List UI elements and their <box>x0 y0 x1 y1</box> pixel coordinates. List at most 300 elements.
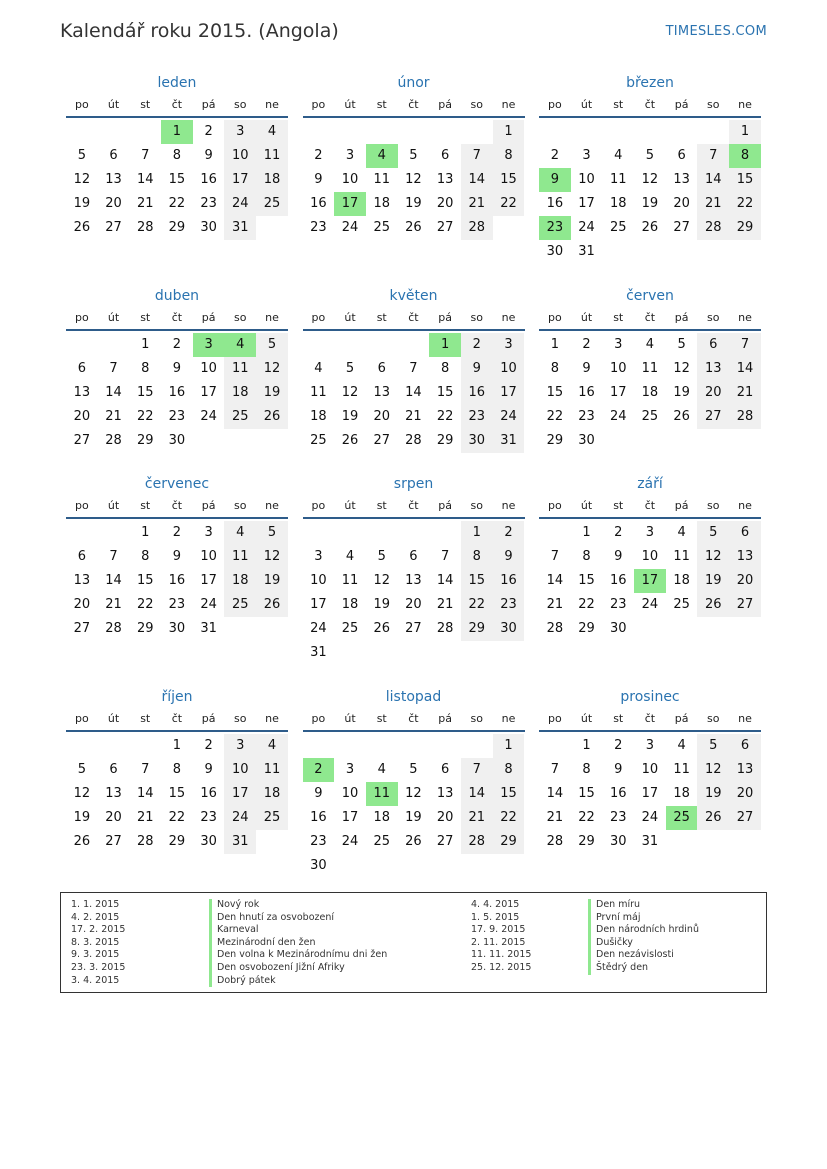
day-cell: 7 <box>550 549 559 564</box>
day-cell: 25 <box>224 593 256 617</box>
day-grid <box>66 333 288 453</box>
day-cell: 7 <box>109 549 118 564</box>
day-cell: 28 <box>461 216 493 240</box>
day-cell: 24 <box>310 621 327 636</box>
weekday-label: st <box>376 499 387 512</box>
day-cell: 14 <box>461 782 493 806</box>
day-cell: 22 <box>493 806 525 830</box>
day-cell: 1 <box>461 521 493 545</box>
brand-link[interactable]: TIMESLES.COM <box>665 24 767 39</box>
day-cell: 8 <box>493 144 525 168</box>
day-cell: 20 <box>673 196 690 211</box>
day-cell: 20 <box>105 196 122 211</box>
weekday-label: ne <box>501 98 516 111</box>
day-cell: 21 <box>405 409 422 424</box>
weekday-header <box>303 708 525 732</box>
day-cell: 16 <box>609 786 627 801</box>
day-cell: 27 <box>436 220 454 235</box>
day-cell: 19 <box>673 385 690 400</box>
legend-holiday-name: Den míru <box>588 899 699 912</box>
day-cell: 20 <box>73 597 91 612</box>
weekday-label: ne <box>501 712 516 725</box>
day-cell: 17 <box>578 196 595 211</box>
day-cell: 2 <box>204 738 213 753</box>
day-cell: 26 <box>697 806 729 830</box>
day-cell: 18 <box>373 196 390 211</box>
weekday-label: út <box>107 311 120 324</box>
weekday-header <box>539 495 761 519</box>
day-cell: 23 <box>310 834 327 849</box>
weekday-label: po <box>547 311 562 324</box>
day-cell: 2 <box>461 333 493 357</box>
empty-cell <box>539 521 571 545</box>
day-cell: 31 <box>310 645 327 660</box>
day-cell: 27 <box>405 621 422 636</box>
weekday-label: so <box>234 98 247 111</box>
weekday-label: út <box>344 98 356 111</box>
day-cell: 14 <box>546 573 564 588</box>
legend-holiday-name: Karneval <box>209 924 387 937</box>
day-cell: 20 <box>436 810 454 825</box>
day-cell: 16 <box>493 569 525 593</box>
day-cell: 20 <box>73 409 91 424</box>
day-cell: 11 <box>366 782 398 806</box>
day-cell: 8 <box>440 361 450 376</box>
day-cell: 25 <box>373 220 390 235</box>
day-cell: 29 <box>168 220 186 235</box>
day-cell: 5 <box>77 148 86 163</box>
day-cell: 21 <box>697 192 729 216</box>
day-cell: 24 <box>200 409 217 424</box>
weekday-label: so <box>470 499 484 512</box>
day-cell: 21 <box>461 806 493 830</box>
day-cell: 8 <box>172 148 182 163</box>
day-cell: 13 <box>436 172 454 187</box>
day-cell: 13 <box>405 573 422 588</box>
weekday-label: so <box>707 712 720 725</box>
day-cell: 6 <box>377 361 386 376</box>
day-cell: 6 <box>440 762 450 777</box>
day-cell: 28 <box>546 621 564 636</box>
day-grid <box>66 521 288 641</box>
day-cell: 12 <box>256 545 288 569</box>
weekday-header <box>303 94 525 118</box>
day-cell: 26 <box>697 593 729 617</box>
month-červenec <box>66 473 288 665</box>
day-cell: 23 <box>200 810 217 825</box>
day-cell: 29 <box>546 433 564 448</box>
day-cell: 6 <box>729 734 761 758</box>
day-cell: 26 <box>73 220 91 235</box>
day-cell: 31 <box>641 834 659 849</box>
day-cell: 15 <box>578 786 595 801</box>
empty-cell <box>697 120 729 144</box>
legend-names-right <box>588 899 699 975</box>
day-cell: 11 <box>310 385 327 400</box>
empty-cell <box>429 521 461 545</box>
weekday-header <box>539 94 761 118</box>
day-cell: 8 <box>729 144 761 168</box>
month-row <box>66 686 761 878</box>
day-cell: 25 <box>256 806 288 830</box>
weekday-label: po <box>311 712 326 725</box>
day-cell: 17 <box>200 573 217 588</box>
day-cell: 6 <box>109 148 118 163</box>
day-cell: 7 <box>141 148 150 163</box>
empty-cell <box>398 333 430 357</box>
day-cell: 2 <box>493 521 525 545</box>
month-leden <box>66 72 288 264</box>
day-cell: 28 <box>105 621 122 636</box>
day-cell: 9 <box>172 549 182 564</box>
day-cell: 15 <box>136 385 154 400</box>
empty-cell <box>66 120 98 144</box>
weekday-label: ne <box>501 499 516 512</box>
weekday-label: pá <box>438 499 452 512</box>
day-cell: 14 <box>697 168 729 192</box>
weekday-label: út <box>107 499 120 512</box>
day-cell: 21 <box>105 409 122 424</box>
day-cell: 18 <box>224 381 256 405</box>
day-grid <box>66 120 288 240</box>
empty-cell <box>98 120 130 144</box>
day-cell: 26 <box>256 593 288 617</box>
empty-cell <box>461 120 493 144</box>
weekday-header <box>66 307 288 331</box>
weekday-label: so <box>707 311 720 324</box>
weekday-label: st <box>140 499 151 512</box>
day-cell: 12 <box>256 357 288 381</box>
day-cell: 24 <box>224 806 256 830</box>
day-cell: 27 <box>697 405 729 429</box>
legend-date: 25. 12. 2015 <box>471 961 532 973</box>
legend-date: 4. 4. 2015 <box>471 899 520 910</box>
empty-cell <box>539 734 571 758</box>
day-cell: 24 <box>493 405 525 429</box>
legend-holiday-name: Den osvobození Jižní Afriky <box>209 962 387 975</box>
empty-cell <box>398 521 430 545</box>
day-cell: 30 <box>578 433 595 448</box>
weekday-label: čt <box>408 712 419 725</box>
day-cell: 14 <box>729 357 761 381</box>
legend-names-left <box>209 899 387 987</box>
day-cell: 13 <box>105 786 122 801</box>
day-cell: 5 <box>677 337 686 352</box>
day-cell: 28 <box>697 216 729 240</box>
day-cell: 27 <box>373 433 390 448</box>
month-duben <box>66 285 288 453</box>
day-cell: 24 <box>224 192 256 216</box>
day-cell: 18 <box>256 168 288 192</box>
day-cell: 2 <box>204 124 213 139</box>
empty-cell <box>366 333 398 357</box>
month-row <box>66 285 761 453</box>
day-cell: 5 <box>256 333 288 357</box>
day-cell: 22 <box>168 196 186 211</box>
day-cell: 8 <box>141 549 150 564</box>
day-grid <box>539 521 761 641</box>
legend-dates-right <box>471 899 531 975</box>
weekday-label: po <box>74 98 89 111</box>
day-cell: 23 <box>168 597 186 612</box>
month-name: březen <box>626 75 674 91</box>
day-cell: 5 <box>345 361 355 376</box>
day-cell: 3 <box>645 738 655 753</box>
month-name: leden <box>157 75 197 91</box>
day-cell: 14 <box>136 172 154 187</box>
day-cell: 4 <box>377 762 386 777</box>
legend-date: 1. 1. 2015 <box>71 899 120 910</box>
empty-cell <box>398 120 430 144</box>
day-cell: 3 <box>204 525 213 540</box>
month-name: srpen <box>393 476 434 492</box>
day-cell: 3 <box>345 148 355 163</box>
day-grid <box>539 333 761 453</box>
day-cell: 29 <box>493 830 525 854</box>
day-cell: 13 <box>697 357 729 381</box>
day-cell: 14 <box>461 168 493 192</box>
weekday-label: pá <box>438 98 452 111</box>
day-cell: 27 <box>73 433 91 448</box>
day-cell: 1 <box>493 734 525 758</box>
day-cell: 28 <box>436 621 454 636</box>
day-cell: 17 <box>341 810 359 825</box>
empty-cell <box>398 734 430 758</box>
empty-cell <box>429 120 461 144</box>
empty-cell <box>98 521 130 545</box>
weekday-label: st <box>376 311 387 324</box>
day-cell: 29 <box>136 621 154 636</box>
day-cell: 17 <box>310 597 327 612</box>
day-cell: 13 <box>73 385 91 400</box>
day-cell: 29 <box>168 834 186 849</box>
month-name: prosinec <box>620 689 680 705</box>
day-cell: 9 <box>582 361 591 376</box>
legend-date: 17. 9. 2015 <box>471 924 526 936</box>
day-cell: 11 <box>224 545 256 569</box>
month-srpen <box>303 473 525 665</box>
day-cell: 19 <box>405 810 422 825</box>
day-cell: 4 <box>256 120 288 144</box>
empty-cell <box>98 734 130 758</box>
empty-cell <box>66 734 98 758</box>
day-cell: 25 <box>673 597 690 612</box>
empty-cell <box>129 734 161 758</box>
weekday-label: po <box>311 499 326 512</box>
day-cell: 7 <box>461 758 493 782</box>
day-cell: 13 <box>729 545 761 569</box>
day-cell: 15 <box>493 782 525 806</box>
day-cell: 4 <box>677 525 686 540</box>
day-cell: 23 <box>578 409 595 424</box>
day-cell: 17 <box>609 385 627 400</box>
weekday-label: so <box>707 98 720 111</box>
weekday-label: út <box>580 98 593 111</box>
weekday-label: st <box>376 712 387 725</box>
day-cell: 27 <box>436 834 454 849</box>
day-cell: 14 <box>546 786 564 801</box>
day-cell: 14 <box>436 573 454 588</box>
day-cell: 19 <box>341 409 359 424</box>
weekday-label: po <box>74 499 89 512</box>
legend-date: 17. 2. 2015 <box>71 924 126 936</box>
day-cell: 12 <box>73 172 91 187</box>
day-cell: 19 <box>405 196 422 211</box>
day-cell: 28 <box>105 433 122 448</box>
day-cell: 14 <box>105 573 122 588</box>
weekday-header <box>303 495 525 519</box>
day-cell: 21 <box>105 597 122 612</box>
day-cell: 27 <box>105 834 122 849</box>
day-cell: 8 <box>550 361 559 376</box>
empty-cell <box>366 120 398 144</box>
day-cell: 17 <box>641 786 659 801</box>
day-cell: 15 <box>168 786 186 801</box>
weekday-label: čt <box>408 499 419 512</box>
day-cell: 24 <box>641 810 659 825</box>
day-cell: 9 <box>461 357 493 381</box>
weekday-label: pá <box>674 98 689 111</box>
weekday-label: pá <box>201 98 216 111</box>
day-cell: 17 <box>493 381 525 405</box>
day-cell: 12 <box>373 573 390 588</box>
day-cell: 16 <box>461 381 493 405</box>
day-cell: 5 <box>645 148 655 163</box>
day-cell: 23 <box>609 597 627 612</box>
day-cell: 15 <box>436 385 454 400</box>
day-cell: 30 <box>609 834 627 849</box>
day-cell: 2 <box>614 525 623 540</box>
day-cell: 6 <box>409 549 418 564</box>
day-cell: 12 <box>697 545 729 569</box>
day-cell: 17 <box>334 192 366 216</box>
day-cell: 30 <box>493 617 525 641</box>
empty-cell <box>303 734 335 758</box>
day-cell: 9 <box>314 786 323 801</box>
day-cell: 21 <box>461 192 493 216</box>
weekday-label: ne <box>265 499 279 512</box>
day-cell: 19 <box>641 196 659 211</box>
weekday-label: ne <box>501 311 516 324</box>
day-cell: 29 <box>436 433 454 448</box>
day-cell: 18 <box>673 573 690 588</box>
day-cell: 27 <box>729 593 761 617</box>
empty-cell <box>66 333 98 357</box>
month-row <box>66 473 761 665</box>
day-cell: 18 <box>310 409 327 424</box>
weekday-label: čt <box>644 499 656 512</box>
weekday-label: st <box>613 311 624 324</box>
day-cell: 22 <box>578 810 595 825</box>
day-cell: 14 <box>105 385 122 400</box>
legend-date: 23. 3. 2015 <box>71 961 126 973</box>
day-cell: 31 <box>224 830 256 854</box>
day-cell: 16 <box>168 573 186 588</box>
day-cell: 28 <box>729 405 761 429</box>
day-cell: 12 <box>697 758 729 782</box>
weekday-label: ne <box>738 311 752 324</box>
weekday-label: pá <box>201 311 216 324</box>
day-cell: 10 <box>200 361 217 376</box>
day-cell: 16 <box>578 385 595 400</box>
empty-cell <box>461 734 493 758</box>
day-cell: 10 <box>341 172 359 187</box>
day-cell: 10 <box>224 758 256 782</box>
month-červen <box>539 285 761 453</box>
day-cell: 8 <box>582 549 591 564</box>
day-cell: 5 <box>77 762 86 777</box>
day-cell: 9 <box>539 168 571 192</box>
day-cell: 20 <box>405 597 422 612</box>
day-cell: 27 <box>105 220 122 235</box>
month-name: říjen <box>161 689 193 705</box>
empty-cell <box>303 333 335 357</box>
weekday-label: so <box>470 712 484 725</box>
day-cell: 11 <box>673 549 690 564</box>
day-cell: 10 <box>641 762 659 777</box>
month-name: duben <box>154 288 200 304</box>
month-únor <box>303 72 525 264</box>
empty-cell <box>366 734 398 758</box>
day-cell: 15 <box>493 168 525 192</box>
day-cell: 25 <box>224 405 256 429</box>
day-cell: 18 <box>673 786 690 801</box>
day-cell: 26 <box>641 220 659 235</box>
empty-cell <box>571 120 603 144</box>
day-cell: 26 <box>673 409 690 424</box>
day-cell: 7 <box>697 144 729 168</box>
day-cell: 3 <box>193 333 225 357</box>
day-cell: 11 <box>341 573 359 588</box>
legend-holiday-name: Den národních hrdinů <box>588 924 699 937</box>
holiday-legend <box>60 892 767 993</box>
legend-holiday-name: Štědrý den <box>588 962 699 975</box>
day-cell: 11 <box>609 172 627 187</box>
day-cell: 4 <box>224 521 256 545</box>
legend-date: 9. 3. 2015 <box>71 949 120 961</box>
day-cell: 22 <box>546 409 564 424</box>
day-cell: 25 <box>256 192 288 216</box>
day-cell: 1 <box>582 738 591 753</box>
day-cell: 2 <box>614 738 623 753</box>
weekday-label: út <box>580 499 593 512</box>
day-cell: 4 <box>645 337 655 352</box>
day-grid <box>303 333 525 453</box>
weekday-label: so <box>234 712 247 725</box>
weekday-label: út <box>580 311 593 324</box>
weekday-label: so <box>470 311 484 324</box>
month-name: září <box>637 476 663 492</box>
day-cell: 19 <box>373 597 390 612</box>
day-cell: 8 <box>141 361 150 376</box>
day-cell: 19 <box>73 196 91 211</box>
day-cell: 26 <box>405 220 422 235</box>
day-cell: 20 <box>373 409 390 424</box>
weekday-label: st <box>613 499 624 512</box>
day-cell: 4 <box>677 738 686 753</box>
day-cell: 27 <box>73 621 91 636</box>
day-cell: 12 <box>673 361 690 376</box>
day-cell: 15 <box>578 573 595 588</box>
day-cell: 17 <box>200 385 217 400</box>
day-cell: 18 <box>373 810 390 825</box>
day-cell: 1 <box>172 738 182 753</box>
weekday-header <box>66 495 288 519</box>
day-cell: 15 <box>546 385 564 400</box>
day-cell: 25 <box>310 433 327 448</box>
weekday-label: po <box>547 98 562 111</box>
weekday-label: čt <box>408 311 419 324</box>
